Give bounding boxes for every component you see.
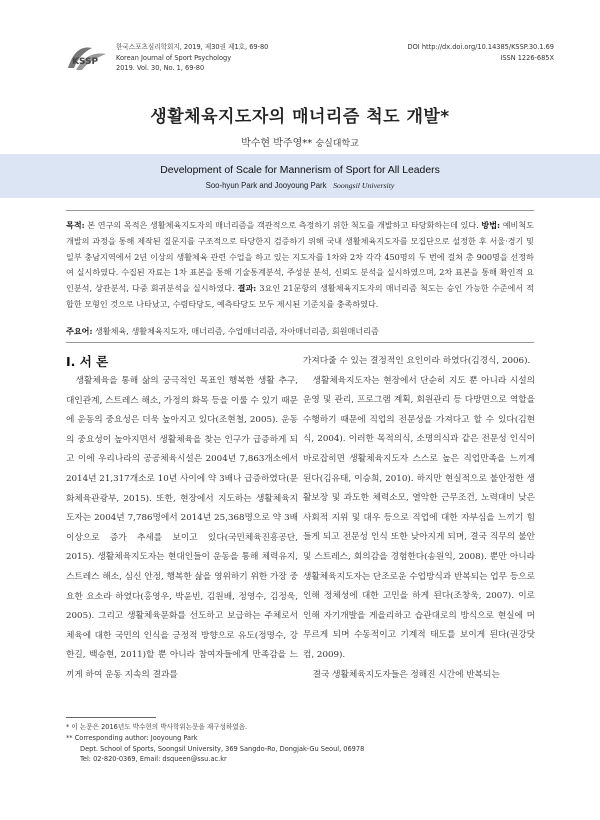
authors-ko bbox=[0, 134, 600, 149]
abstract-bottom-rule bbox=[66, 342, 534, 343]
abstract-label-purpose: 목적: bbox=[66, 220, 85, 230]
journal-volume: 2019. Vol. 30, No. 1, 69-80 bbox=[116, 64, 205, 72]
paper-title-en: Development of Scale for Mannerism of Sport for All Leaders bbox=[160, 165, 440, 176]
footnote-contact: Tel: 02-820-0369, Email: dsqueen@ssu.ac.kr bbox=[80, 755, 227, 764]
journal-info bbox=[116, 42, 268, 74]
abstract-result: 3요인 21문항의 생활체육지도자의 매너리즘 척도는 승인 가능한 수준에서 적합한 모형인 것으로 나타났고, 수렴타당도, 예측타당도 모두 제시된 기준치를 충족하였다. bbox=[66, 283, 534, 309]
affiliation-en: Soongsil University bbox=[333, 181, 395, 190]
footnote-thesis: * 이 논문은 2016년도 박수현의 박사학위논문을 재구성하였음. bbox=[66, 723, 248, 731]
body-paragraph: 결국 생활체육지도자들은 정해진 시간에 반복되는 bbox=[312, 669, 500, 680]
keywords bbox=[66, 326, 534, 337]
keywords-label: 주요어: bbox=[66, 326, 93, 336]
author-names-en: Soo-hyun Park and Jooyoung Park bbox=[205, 181, 327, 190]
page-header bbox=[66, 42, 554, 78]
keywords-text: 생활체육, 생활체육지도자, 매너리즘, 수업매너리즘, 자아매너리즘, 회원매너리즘 bbox=[92, 326, 379, 336]
issn: ISSN 1226-685X bbox=[500, 53, 554, 62]
body-paragraph: 가져다줄 수 있는 결정적인 요인이라 하였다(김경식, 2006). bbox=[303, 356, 531, 366]
journal-ko: 한국스포츠심리학회지, 2019, 제30권 제1호, 69-80 bbox=[116, 43, 269, 51]
abstract-method: 예비척도 개발의 과정을 통해 제작된 질문지를 구조적으로 타당한지 검증하기 위해 국내 생활체육지도자를 모집단으로 설정한 후 서울·경기 및 일부 충남지역에서 2년 이상의 생활체육 관련 수업을 하고 있는 지도자를 1차와 2차 각각 450명의 두 번에 걸쳐 총 900명을 선정하여 실시하였다. 수집된 자료는 1차 표본을 통해 기술통계분석, 주성분 분석, 신뢰도 분석을 실시하였으며, 2차 표본을 통해 확인적 요인분석, 상관분석, 다중 회귀분석을 실시하였다. bbox=[66, 220, 534, 294]
section-heading: I. 서 론 bbox=[66, 354, 109, 369]
body-left-column bbox=[66, 352, 298, 686]
abstract bbox=[66, 218, 534, 313]
footnotes bbox=[66, 722, 366, 765]
journal-en: Korean Journal of Sport Psychology bbox=[116, 53, 232, 62]
body-paragraph: 생활체육을 통해 삶의 궁극적인 목표인 행복한 생활 추구, 대인관계, 스트레스 해소, 가정의 화목 등을 이룰 수 있기 때문에 운동의 중요성은 더욱 높아지고 있다(조현철, 2005). 운동의 중요성이 높아지면서 생활체육을 찾는 인구가 급증하게 되고 이에 우리나라의 공공체육시설은 2004년 7,863개소에서 2014년 21,317개소로 10년 사이에 약 3배나 급증하였다(문화체육관광부, 2015). 또한, 현장에서 지도하는 생활체육지도자는 2004년 7,786명에서 2014년 25,368명으로 약 3배 이상으로 증가 추세를 보이고 있다(국민체육진흥공단, 2015). 생활체육지도자는 현대인들이 운동을 통해 체력유지, 스트레스 해소, 심신 안정, 행복한 삶을 영위하기 위한 가장 중요한 요소라 하였다(홍영우, 박윤빈, 김원배, 정영수, 김정욱, 2005). 그리고 생활체육문화를 선도하고 보급하는 주체로서 체육에 대한 국민의 인식을 긍정적 방향으로 유도(정명수, 강한길, 백승현, 2011)할 뿐 아니라 참여자들에게 만족감을 느끼게 하여 운동 지속의 결과를 bbox=[66, 376, 298, 680]
abstract-purpose: 본 연구의 목적은 생활체육지도자의 매너리즘을 객관적으로 측정하기 위한 척도를 개발하고 타당화하는데 있다. bbox=[84, 220, 482, 230]
doi-info bbox=[408, 42, 554, 63]
abstract-top-rule bbox=[66, 210, 534, 211]
footnote-rule bbox=[66, 717, 156, 718]
abstract-label-result: 결과: bbox=[237, 283, 257, 294]
body-paragraph: 생활체육지도자는 현장에서 단순히 지도 뿐 아니라 시설의 운영 및 관리, 프로그램 계획, 회원관리 등 다방면으로 역할을 수행하기 때문에 직업의 전문성을 가져다고 할 수 있다(김현식, 2004). 이러한 목적의식, 소명의식과 같은 전문성 인식이 바로잡히면 생활체육지도자 스스로 높은 직업만족을 느끼게 된다(김유태, 이승희, 2010). 하지만 현실적으로 불안정한 생활보장 및 과도한 체력소모, 열악한 근무조건, 노력대비 낮은 사회적 지위 및 대우 등으로 직업에 대한 자부심을 느끼기 힘들게 되고 전문성 인식 또한 낮아지게 되며, 결국 직무의 불안 및 스트레스, 회의감을 경험한다(송원익, 2008). 뿐만 아니라 생활체육지도자는 단조로운 수업방식과 반복되는 업무 등으로 인해 정체성에 대한 고민을 하게 된다(조창욱, 2007). 이로 인해 자기개발을 게을리하고 습관대로의 방식으로 현실에 머무르게 되며 수동적이고 기계적 태도를 보이게 된다(권강닷컴, 2009). bbox=[303, 375, 536, 660]
author-names-ko: 박수현 박주영** bbox=[241, 138, 313, 149]
logo-text: KSSP bbox=[72, 57, 99, 67]
paper-title: 생활체육지도자의 매너리즘 척도 개발* bbox=[150, 107, 450, 127]
doi-link[interactable]: DOI http://dx.doi.org/10.14385/KSSP.30.1.69 bbox=[407, 43, 554, 51]
english-title-band bbox=[0, 154, 600, 198]
authors-en bbox=[0, 181, 600, 190]
abstract-label-method: 방법: bbox=[481, 220, 501, 230]
affiliation-ko: 숭실대학교 bbox=[315, 139, 359, 149]
footnote-address: Dept. School of Sports, Soongsil University, 369 Sangdo-Ro, Dongjak-Gu Seoul, 06978 bbox=[80, 744, 365, 753]
footnote-corresponding: ** Corresponding author: Jooyoung Park bbox=[66, 733, 198, 742]
kssp-logo bbox=[66, 44, 110, 74]
body-right-column bbox=[303, 352, 535, 685]
